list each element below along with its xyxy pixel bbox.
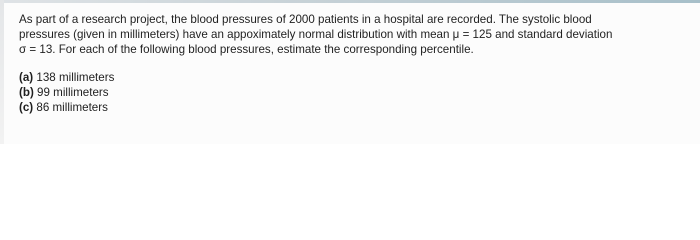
part-b-marker: (b) [19, 86, 34, 99]
part-a-marker: (a) [19, 71, 34, 84]
part-c [19, 100, 114, 115]
problem-line-3: σ = 13. For each of the following blood pressures, estimate the corresponding percentile. [19, 43, 474, 56]
part-c-marker: (c) [19, 101, 34, 114]
part-c-text: 86 millimeters [36, 101, 108, 114]
part-a-text: 138 millimeters [36, 71, 115, 84]
problem-line-2: pressures (given in millimeters) have an appoximately normal distribution with mean μ = 125 and standard deviation [19, 28, 613, 41]
problem-statement [19, 12, 691, 57]
part-a [19, 70, 114, 85]
question-parts [19, 70, 114, 115]
part-b [19, 85, 114, 100]
problem-line-1: As part of a research project, the blood pressures of 2000 patients in a hospital are recorded. The systolic blood [19, 13, 592, 26]
top-border [0, 0, 700, 3]
left-border [0, 0, 4, 144]
part-b-text: 99 millimeters [37, 86, 109, 99]
